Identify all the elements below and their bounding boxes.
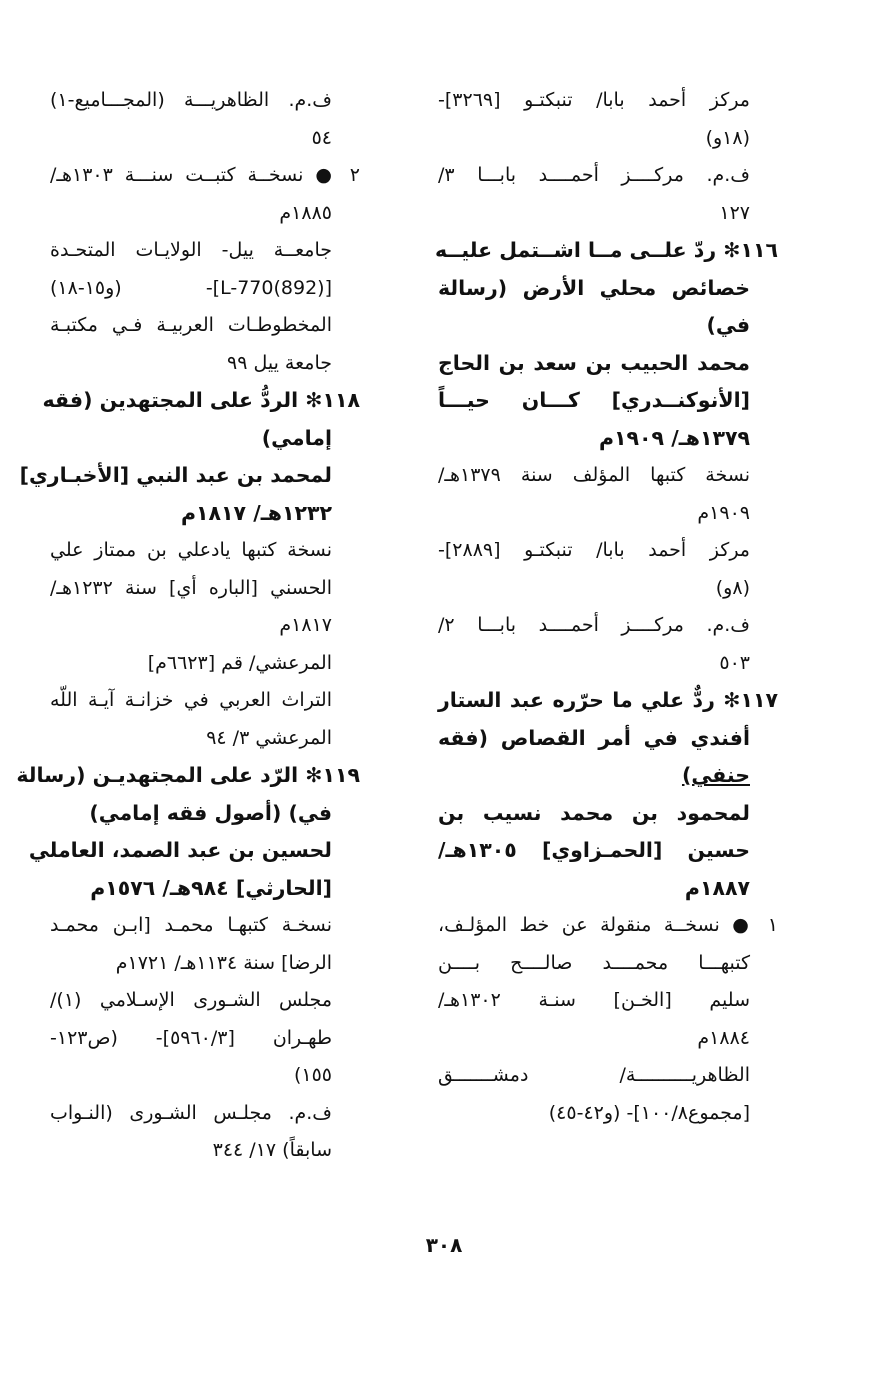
left-column-line: ف.م. الظاهريـــة (المجـــاميع-١): [50, 89, 332, 111]
left-column-line: ١١٨✻ الردُّ على المجتهدين (فقه: [42, 388, 360, 412]
right-column-line: كتبهـــا محمــــد صالــــح بــــن: [438, 951, 750, 974]
left-column-line: نسخـة كتبهـا محمـد [ابـن محمـد: [50, 914, 332, 936]
page-number: ٣٠٨: [425, 1233, 463, 1257]
left-column-line: لحسين بن عبد الصمد، العاملي: [28, 838, 332, 862]
left-column-line: جامعة ييل ٩٩: [227, 351, 332, 374]
left-column-line: نسخة كتبها يادعلي بن ممتاز علي: [50, 539, 332, 561]
left-column: [16, 82, 360, 1170]
left-column-line: ٢ ● نسخــة كتبــت سنـــة ١٣٠٣هـ/: [50, 164, 360, 186]
right-column-line: [مجموع١٠٠/٨]- (و٤٢-٤٥): [548, 1101, 750, 1124]
left-column-line: ١١٩✻ الرّد على المجتهديـن (رسالة: [16, 763, 360, 787]
left-column-line: الرضا] سنة ١١٣٤هـ/ ١٧٢١م: [115, 951, 332, 974]
right-column-line: الظاهريــــــــــة/ دمشـــــــق: [438, 1064, 750, 1086]
left-column-line: مجلس الشـورى الإسـلامي (١)/: [50, 989, 332, 1011]
left-column-line: سابقاً) ١٧/ ٣٤٤: [212, 1139, 332, 1161]
left-column-line: ١٨٨٥م: [279, 201, 332, 224]
right-column-line: ١٨٨٧م: [684, 875, 750, 900]
left-column-line: ١٢٣٢هـ/ ١٨١٧م: [180, 500, 332, 525]
left-column-line: المخطوطـات العربيـة فـي مكتبـة: [50, 314, 332, 336]
right-column-line: ١ ● نسخــة منقولة عن خط المؤلـف،: [438, 914, 778, 936]
right-column-line: في): [706, 313, 750, 337]
right-column-line: ٥٠٣: [719, 651, 750, 674]
right-column-line: ف.م. مركــــز أحمــــد بابـــا ٣/: [438, 164, 750, 186]
right-column-line: (١٨و): [705, 126, 750, 149]
left-column-line: طهـران [٥٩٦٠/٣]- (ص١٢٣-: [50, 1026, 332, 1049]
left-column-line: في) (أصول فقه إمامي): [89, 800, 332, 825]
right-column-line: ١٢٧: [719, 201, 750, 224]
right-column-line: لمحمود بن محمد نسيب بن: [438, 800, 750, 825]
left-column-line: الحسني [الباره أي] سنة ١٢٣٢هـ/: [50, 576, 332, 599]
left-column-line: ١٨١٧م: [279, 614, 332, 636]
left-column-line: ١٥٥): [293, 1064, 332, 1086]
left-column-line: إمامي): [261, 425, 332, 450]
right-column-line: محمد الحبيب بن سعد بن الحاج: [438, 350, 750, 375]
right-column-line: خصائص محلي الأرض (رسالة: [438, 275, 750, 300]
right-column-line: مركز أحمد بابا/ تنبكتـو [٢٨٨٩]-: [438, 539, 750, 561]
left-column-line: [الحارثي] ٩٨٤هـ/ ١٥٧٦م: [90, 875, 332, 900]
right-column-line: (٨و): [715, 576, 750, 599]
right-column-line: [الأنوكنــدري] كـــان حيـــاً: [438, 388, 750, 412]
left-column-line: المرعشي ٣/ ٩٤: [206, 726, 332, 749]
right-column-line: ١٣٧٩هـ/ ١٩٠٩م: [598, 425, 750, 450]
right-column-line: أفندي في أمر القصاص (فقه: [438, 725, 750, 750]
left-column-line: ٥٤: [311, 126, 332, 149]
right-column-line: ١٨٨٤م: [697, 1026, 750, 1049]
left-column-line: لمحمد بن عبد النبي [الأخبـاري]: [19, 463, 332, 487]
right-column-line: ١٩٠٩م: [697, 501, 750, 524]
left-column-line: المرعشي/ قم [٦٦٢٣م]: [147, 651, 332, 674]
left-column-line: ف.م. مجلـس الشـورى (النـواب: [50, 1101, 332, 1124]
right-column: [434, 82, 778, 1132]
left-column-line: التراث العربي في خزانـة آيـة اللّه: [50, 689, 332, 711]
right-column-line: ١١٦✻ ردّ علــى مــا اشــتمل عليــه: [434, 238, 778, 262]
right-column-line: ١١٧✻ ردٌّ علي ما حرّره عبد الستار: [438, 688, 778, 712]
right-column-line: ف.م. مركــــز أحمــــد بابـــا ٢/: [438, 614, 750, 636]
left-column-line: [L-770(892)]- (و١٥-١٨): [50, 276, 332, 299]
right-column-line: حنفي): [681, 763, 750, 787]
left-column-line: جامعــة ييل- الولايـات المتحـدة: [50, 239, 332, 261]
right-column-line: مركز أحمد بابا/ تنبكتـو [٣٢٦٩]-: [438, 89, 750, 111]
right-column-line: حسين [الحمـزاوي] ١٣٠٥هـ/: [438, 838, 750, 862]
right-column-line: نسخة كتبها المؤلف سنة ١٣٧٩هـ/: [438, 464, 750, 486]
right-column-line: سليم [الخـن] سنـة ١٣٠٢هـ/: [438, 989, 750, 1011]
